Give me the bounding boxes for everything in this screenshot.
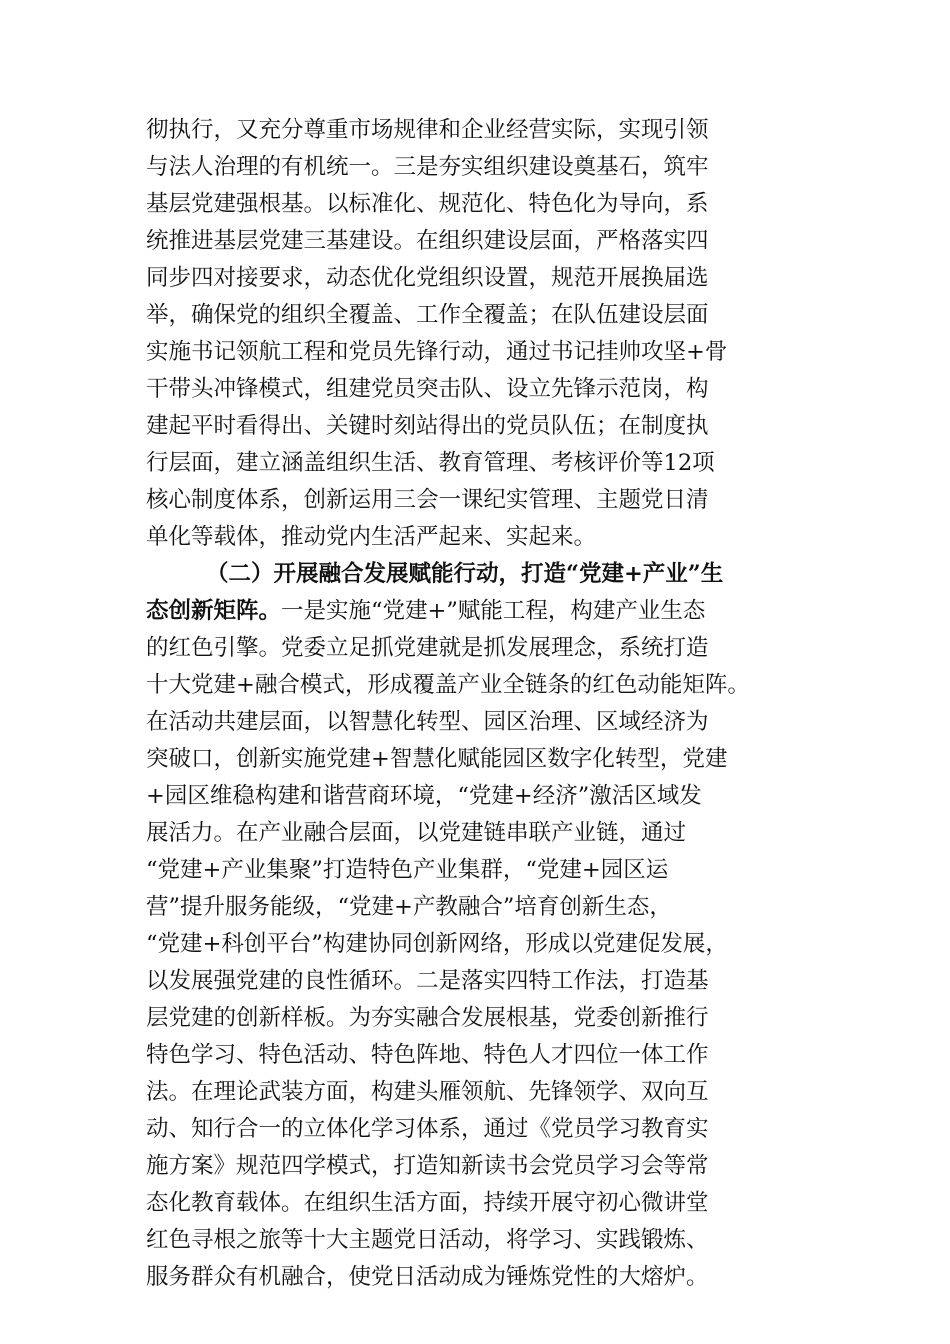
text-line: 核心制度体系，创新运用三会一课纪实管理、主题党日清 bbox=[146, 487, 709, 513]
text-line: 动、知行合一的立体化学习体系，通过《党员学习教育实 bbox=[146, 1116, 709, 1142]
text-line: “党建+科创平台”构建协同创新网络，形成以党建促发展， bbox=[146, 931, 728, 957]
text-line: 以发展强党建的良性循环。二是落实四特工作法，打造基 bbox=[146, 968, 709, 994]
text-line: 营”提升服务能级，“党建+产教融合”培育创新生态， bbox=[146, 894, 672, 920]
text-line: 的红色引擎。党委立足抓党建就是抓发展理念，系统打造 bbox=[146, 635, 709, 661]
section-heading-continuation bbox=[146, 593, 806, 630]
document-page bbox=[146, 112, 806, 1296]
text-line: 单化等载体，推动党内生活严起来、实起来。 bbox=[146, 524, 597, 550]
text-line: 展活力。在产业融合层面，以党建链串联产业链，通过 bbox=[146, 820, 687, 846]
text-line: 十大党建+融合模式，形成覆盖产业全链条的红色动能矩阵。 bbox=[146, 672, 750, 698]
text-line: 在活动共建层面，以智慧化转型、园区治理、区域经济为 bbox=[146, 709, 709, 735]
text-line: 干带头冲锋模式，组建党员突击队、设立先锋示范岗，构 bbox=[146, 376, 709, 402]
text-line: 彻执行，又充分尊重市场规律和企业经营实际，实现引领 bbox=[146, 117, 709, 143]
text-line: 行层面，建立涵盖组织生活、教育管理、考核评价等12项 bbox=[146, 450, 715, 476]
text-line: 统推进基层党建三基建设。在组织建设层面，严格落实四 bbox=[146, 228, 709, 254]
section-heading: （二）开展融合发展赋能行动，打造“党建+产业”生 bbox=[206, 561, 724, 587]
text-line: 与法人治理的有机统一。三是夯实组织建设奠基石，筑牢 bbox=[146, 154, 709, 180]
text-line: 实施书记领航工程和党员先锋行动，通过书记挂帅攻坚+骨 bbox=[146, 339, 728, 365]
text-line: 施方案》规范四学模式，打造知新读书会党员学习会等常 bbox=[146, 1153, 709, 1179]
section-heading-end: 态创新矩阵。 bbox=[146, 598, 282, 624]
text-line: 突破口，创新实施党建+智慧化赋能园区数字化转型，党建 bbox=[146, 746, 728, 772]
text-line: 红色寻根之旅等十大主题党日活动，将学习、实践锻炼、 bbox=[146, 1227, 709, 1253]
text-line: +园区维稳构建和谐营商环境，“党建+经济”激活区域发 bbox=[146, 783, 702, 809]
heading-tail-text: 一是实施“党建+”赋能工程，构建产业生态 bbox=[281, 598, 706, 624]
text-line: 举，确保党的组织全覆盖、工作全覆盖；在队伍建设层面 bbox=[146, 302, 709, 328]
text-line: 建起平时看得出、关键时刻站得出的党员队伍；在制度执 bbox=[146, 413, 709, 439]
text-line: “党建+产业集聚”打造特色产业集群，“党建+园区运 bbox=[146, 857, 669, 883]
text-line: 法。在理论武装方面，构建头雁领航、先锋领学、双向互 bbox=[146, 1079, 709, 1105]
text-line: 基层党建强根基。以标准化、规范化、特色化为导向，系 bbox=[146, 191, 709, 217]
text-line: 同步四对接要求，动态优化党组织设置，规范开展换届选 bbox=[146, 265, 709, 291]
text-line: 服务群众有机融合，使党日活动成为锤炼党性的大熔炉。 bbox=[146, 1264, 709, 1290]
text-line: 层党建的创新样板。为夯实融合发展根基，党委创新推行 bbox=[146, 1005, 709, 1031]
text-line: 态化教育载体。在组织生活方面，持续开展守初心微讲堂 bbox=[146, 1190, 709, 1216]
text-line: 特色学习、特色活动、特色阵地、特色人才四位一体工作 bbox=[146, 1042, 709, 1068]
